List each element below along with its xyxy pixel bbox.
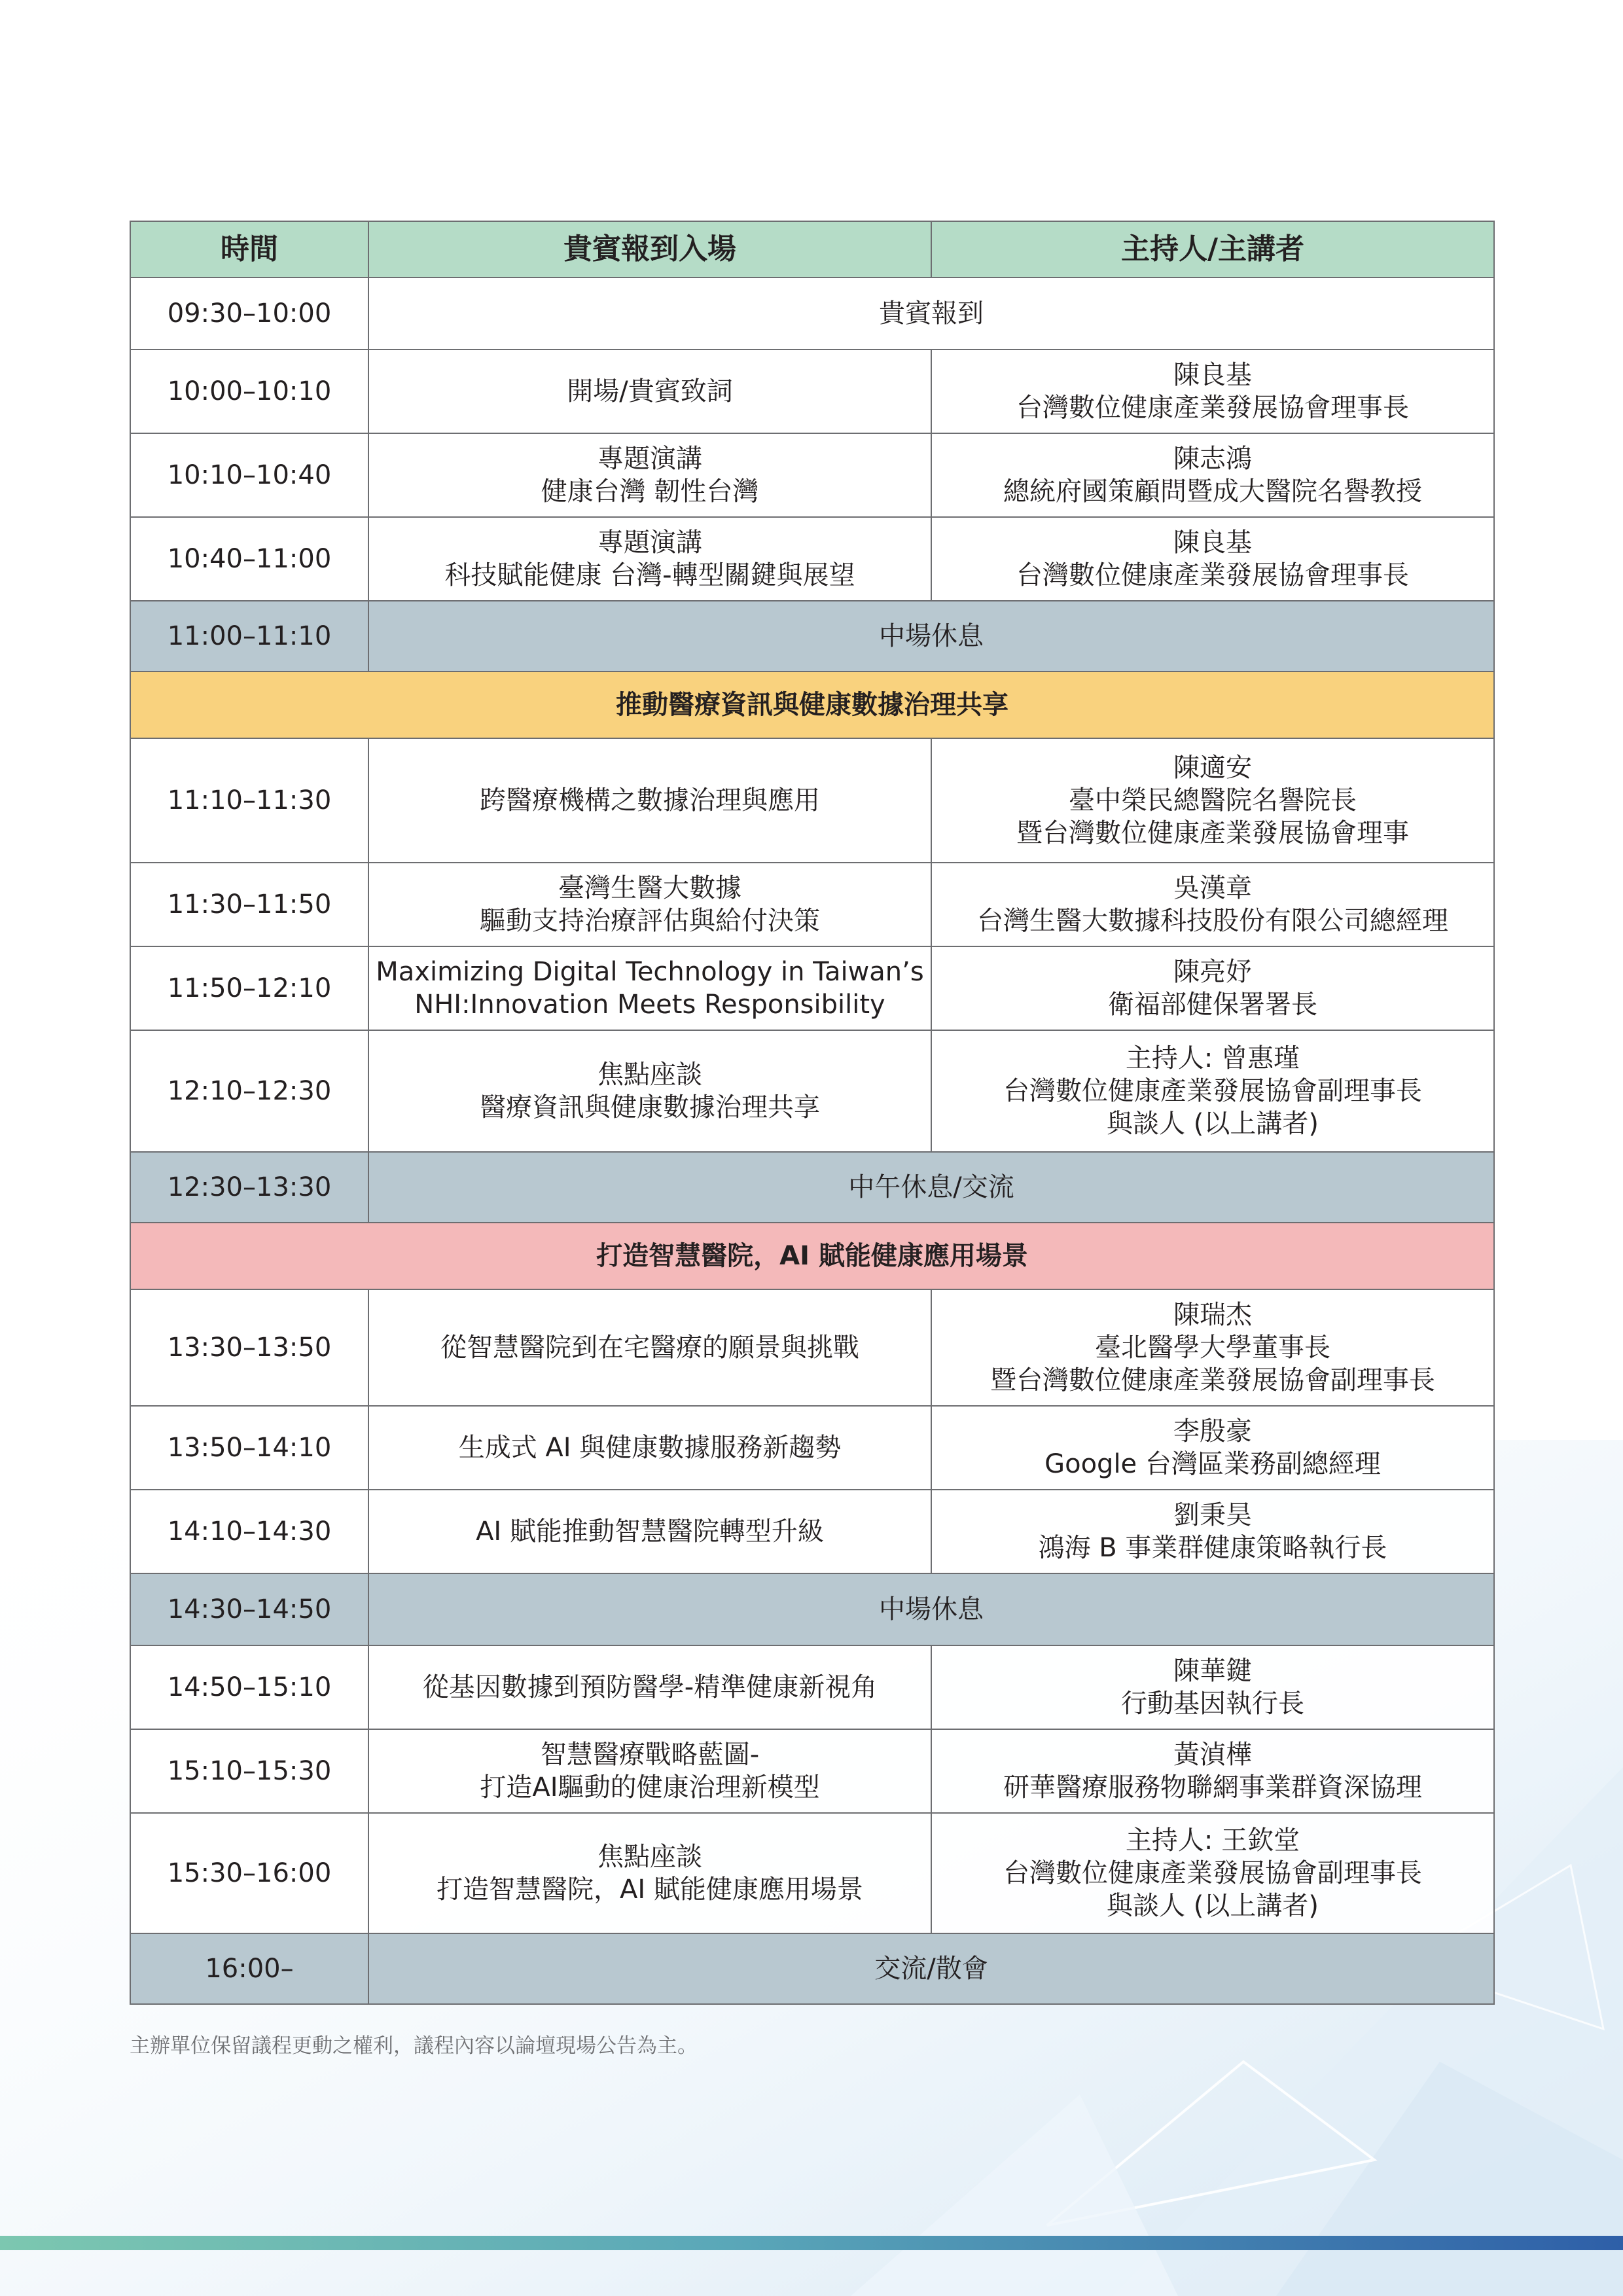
session-row [130,863,1494,946]
speaker-line: 衛福部健保署署長 [1108,990,1317,1020]
topic-line: 開場/貴賓致詞 [567,376,733,406]
time-cell: 14:30–14:50 [130,1573,368,1645]
speaker-line: 陳志鴻 [1173,444,1252,474]
topic-cell [368,1729,931,1813]
speaker-cell [931,1813,1494,1933]
time-cell: 12:30–13:30 [130,1152,368,1223]
speaker-line: 臺中榮民總醫院名譽院長 [1069,785,1357,816]
topic-cell [368,517,931,601]
session-row [130,517,1494,601]
topic-cell [368,433,931,517]
time-cell: 09:30–10:00 [130,278,368,350]
section-title: 推動醫療資訊與健康數據治理共享 [130,672,1494,738]
speaker-line: 暨台灣數位健康產業發展協會副理事長 [990,1365,1435,1395]
speaker-cell [931,1406,1494,1490]
speaker-line: 陳適安 [1173,753,1252,783]
speaker-cell [931,517,1494,601]
speaker-cell [931,1289,1494,1406]
topic-cell [368,1406,931,1490]
topic-line: 智慧醫療戰略藍圖- [540,1740,760,1770]
break-label: 中午休息/交流 [368,1152,1494,1223]
speaker-line: 與談人 (以上講者) [1107,1891,1319,1921]
time-cell: 10:00–10:10 [130,350,368,433]
section-row [130,1223,1494,1289]
footnote: 主辦單位保留議程更動之權利，議程內容以論壇現場公告為主。 [130,2034,698,2058]
agenda-table [130,221,1495,2005]
topic-line: 從基因數據到預防醫學-精準健康新視角 [422,1672,878,1702]
speaker-cell [931,1490,1494,1573]
time-cell: 13:50–14:10 [130,1406,368,1490]
speaker-line: 陳華鍵 [1173,1656,1252,1686]
speaker-line: 研華醫療服務物聯網事業群資深協理 [1003,1772,1422,1803]
break-label: 中場休息 [368,1573,1494,1645]
topic-line: 生成式 AI 與健康數據服務新趨勢 [458,1433,842,1463]
speaker-cell [931,863,1494,946]
session-row [130,738,1494,863]
speaker-line: 台灣生醫大數據科技股份有限公司總經理 [977,906,1448,936]
time-cell: 10:40–11:00 [130,517,368,601]
time-cell: 16:00– [130,1933,368,2004]
topic-line: 健康台灣 韌性台灣 [541,476,759,507]
speaker-line: 台灣數位健康產業發展協會副理事長 [1003,1076,1422,1106]
speaker-line: 台灣數位健康產業發展協會副理事長 [1003,1858,1422,1888]
time-cell: 10:10–10:40 [130,433,368,517]
speaker-line: 黃湞樺 [1173,1740,1252,1770]
speaker-line: 鴻海 B 事業群健康策略執行長 [1038,1533,1387,1563]
speaker-line: 主持人: 曾惠瑾 [1125,1043,1300,1073]
speaker-line: 陳良基 [1173,528,1252,558]
topic-cell [368,1289,931,1406]
speaker-line: 陳亮妤 [1173,957,1252,987]
topic-line: 科技賦能健康 台灣-轉型關鍵與展望 [444,560,855,590]
speaker-line: 臺北醫學大學董事長 [1095,1333,1330,1363]
break-row [130,601,1494,672]
topic-line: 焦點座談 [597,1842,702,1872]
time-cell: 11:10–11:30 [130,738,368,863]
speaker-line: 暨台灣數位健康產業發展協會理事 [1016,818,1409,848]
speaker-line: 與談人 (以上講者) [1107,1109,1319,1139]
speaker-line: 行動基因執行長 [1121,1689,1304,1719]
topic-line: 專題演講 [597,528,702,558]
speaker-cell [931,1645,1494,1729]
header-time: 時間 [130,221,368,278]
break-row [130,1933,1494,2004]
topic-cell [368,738,931,863]
topic-line: 臺灣生醫大數據 [558,873,741,903]
speaker-line: 陳良基 [1173,360,1252,390]
speaker-cell [931,1729,1494,1813]
speaker-line: 劉秉昊 [1173,1500,1252,1530]
speaker-line: 總統府國策顧問暨成大醫院名譽教授 [1003,476,1422,507]
time-cell: 11:50–12:10 [130,946,368,1030]
speaker-line: 台灣數位健康產業發展協會理事長 [1016,393,1409,423]
session-row [130,1289,1494,1406]
speaker-line: 李殷豪 [1173,1416,1252,1446]
topic-line: NHI:Innovation Meets Responsibility [414,990,885,1020]
topic-cell [368,1813,931,1933]
time-cell: 15:10–15:30 [130,1729,368,1813]
time-cell: 14:10–14:30 [130,1490,368,1573]
topic-cell [368,1645,931,1729]
speaker-cell [931,433,1494,517]
topic-cell [368,863,931,946]
break-label: 交流/散會 [368,1933,1494,2004]
topic-line: 驅動支持治療評估與給付決策 [480,906,820,936]
speaker-line: 主持人: 王欽堂 [1125,1825,1300,1856]
break-label: 中場休息 [368,601,1494,672]
session-row [130,1030,1494,1152]
registration-label: 貴賓報到 [368,278,1494,350]
topic-line: 從智慧醫院到在宅醫療的願景與挑戰 [440,1333,859,1363]
header-host: 主持人/主講者 [931,221,1494,278]
topic-line: 打造智慧醫院，AI 賦能健康應用場景 [437,1874,863,1905]
topic-line: 醫療資訊與健康數據治理共享 [480,1092,820,1122]
session-row [130,946,1494,1030]
break-row [130,1573,1494,1645]
section-title: 打造智慧醫院，AI 賦能健康應用場景 [130,1223,1494,1289]
speaker-cell [931,350,1494,433]
time-cell: 12:10–12:30 [130,1030,368,1152]
header-topic: 貴賓報到入場 [368,221,931,278]
topic-line: 專題演講 [597,444,702,474]
speaker-cell [931,1030,1494,1152]
bottom-gradient-bar [0,2236,1623,2250]
speaker-line: 台灣數位健康產業發展協會理事長 [1016,560,1409,590]
time-cell: 11:30–11:50 [130,863,368,946]
break-row [130,1152,1494,1223]
topic-line: 跨醫療機構之數據治理與應用 [480,785,820,816]
session-row [130,1813,1494,1933]
speaker-cell [931,738,1494,863]
registration-row [130,278,1494,350]
agenda-body [130,278,1494,2004]
speaker-line: Google 台灣區業務副總經理 [1044,1449,1381,1479]
topic-cell [368,1490,931,1573]
topic-line: AI 賦能推動智慧醫院轉型升級 [476,1516,824,1547]
session-row [130,350,1494,433]
agenda-header-row [130,221,1494,278]
time-cell: 14:50–15:10 [130,1645,368,1729]
speaker-line: 陳瑞杰 [1173,1300,1252,1330]
topic-cell [368,946,931,1030]
topic-cell [368,1030,931,1152]
session-row [130,1490,1494,1573]
time-cell: 15:30–16:00 [130,1813,368,1933]
session-row [130,1645,1494,1729]
speaker-line: 吳漢章 [1173,873,1252,903]
topic-line: 焦點座談 [597,1060,702,1090]
topic-cell [368,350,931,433]
speaker-cell [931,946,1494,1030]
topic-line: 打造AI驅動的健康治理新模型 [480,1772,820,1803]
session-row [130,433,1494,517]
time-cell: 11:00–11:10 [130,601,368,672]
topic-line: Maximizing Digital Technology in Taiwan’s [376,957,924,987]
session-row [130,1729,1494,1813]
time-cell: 13:30–13:50 [130,1289,368,1406]
session-row [130,1406,1494,1490]
section-row [130,672,1494,738]
